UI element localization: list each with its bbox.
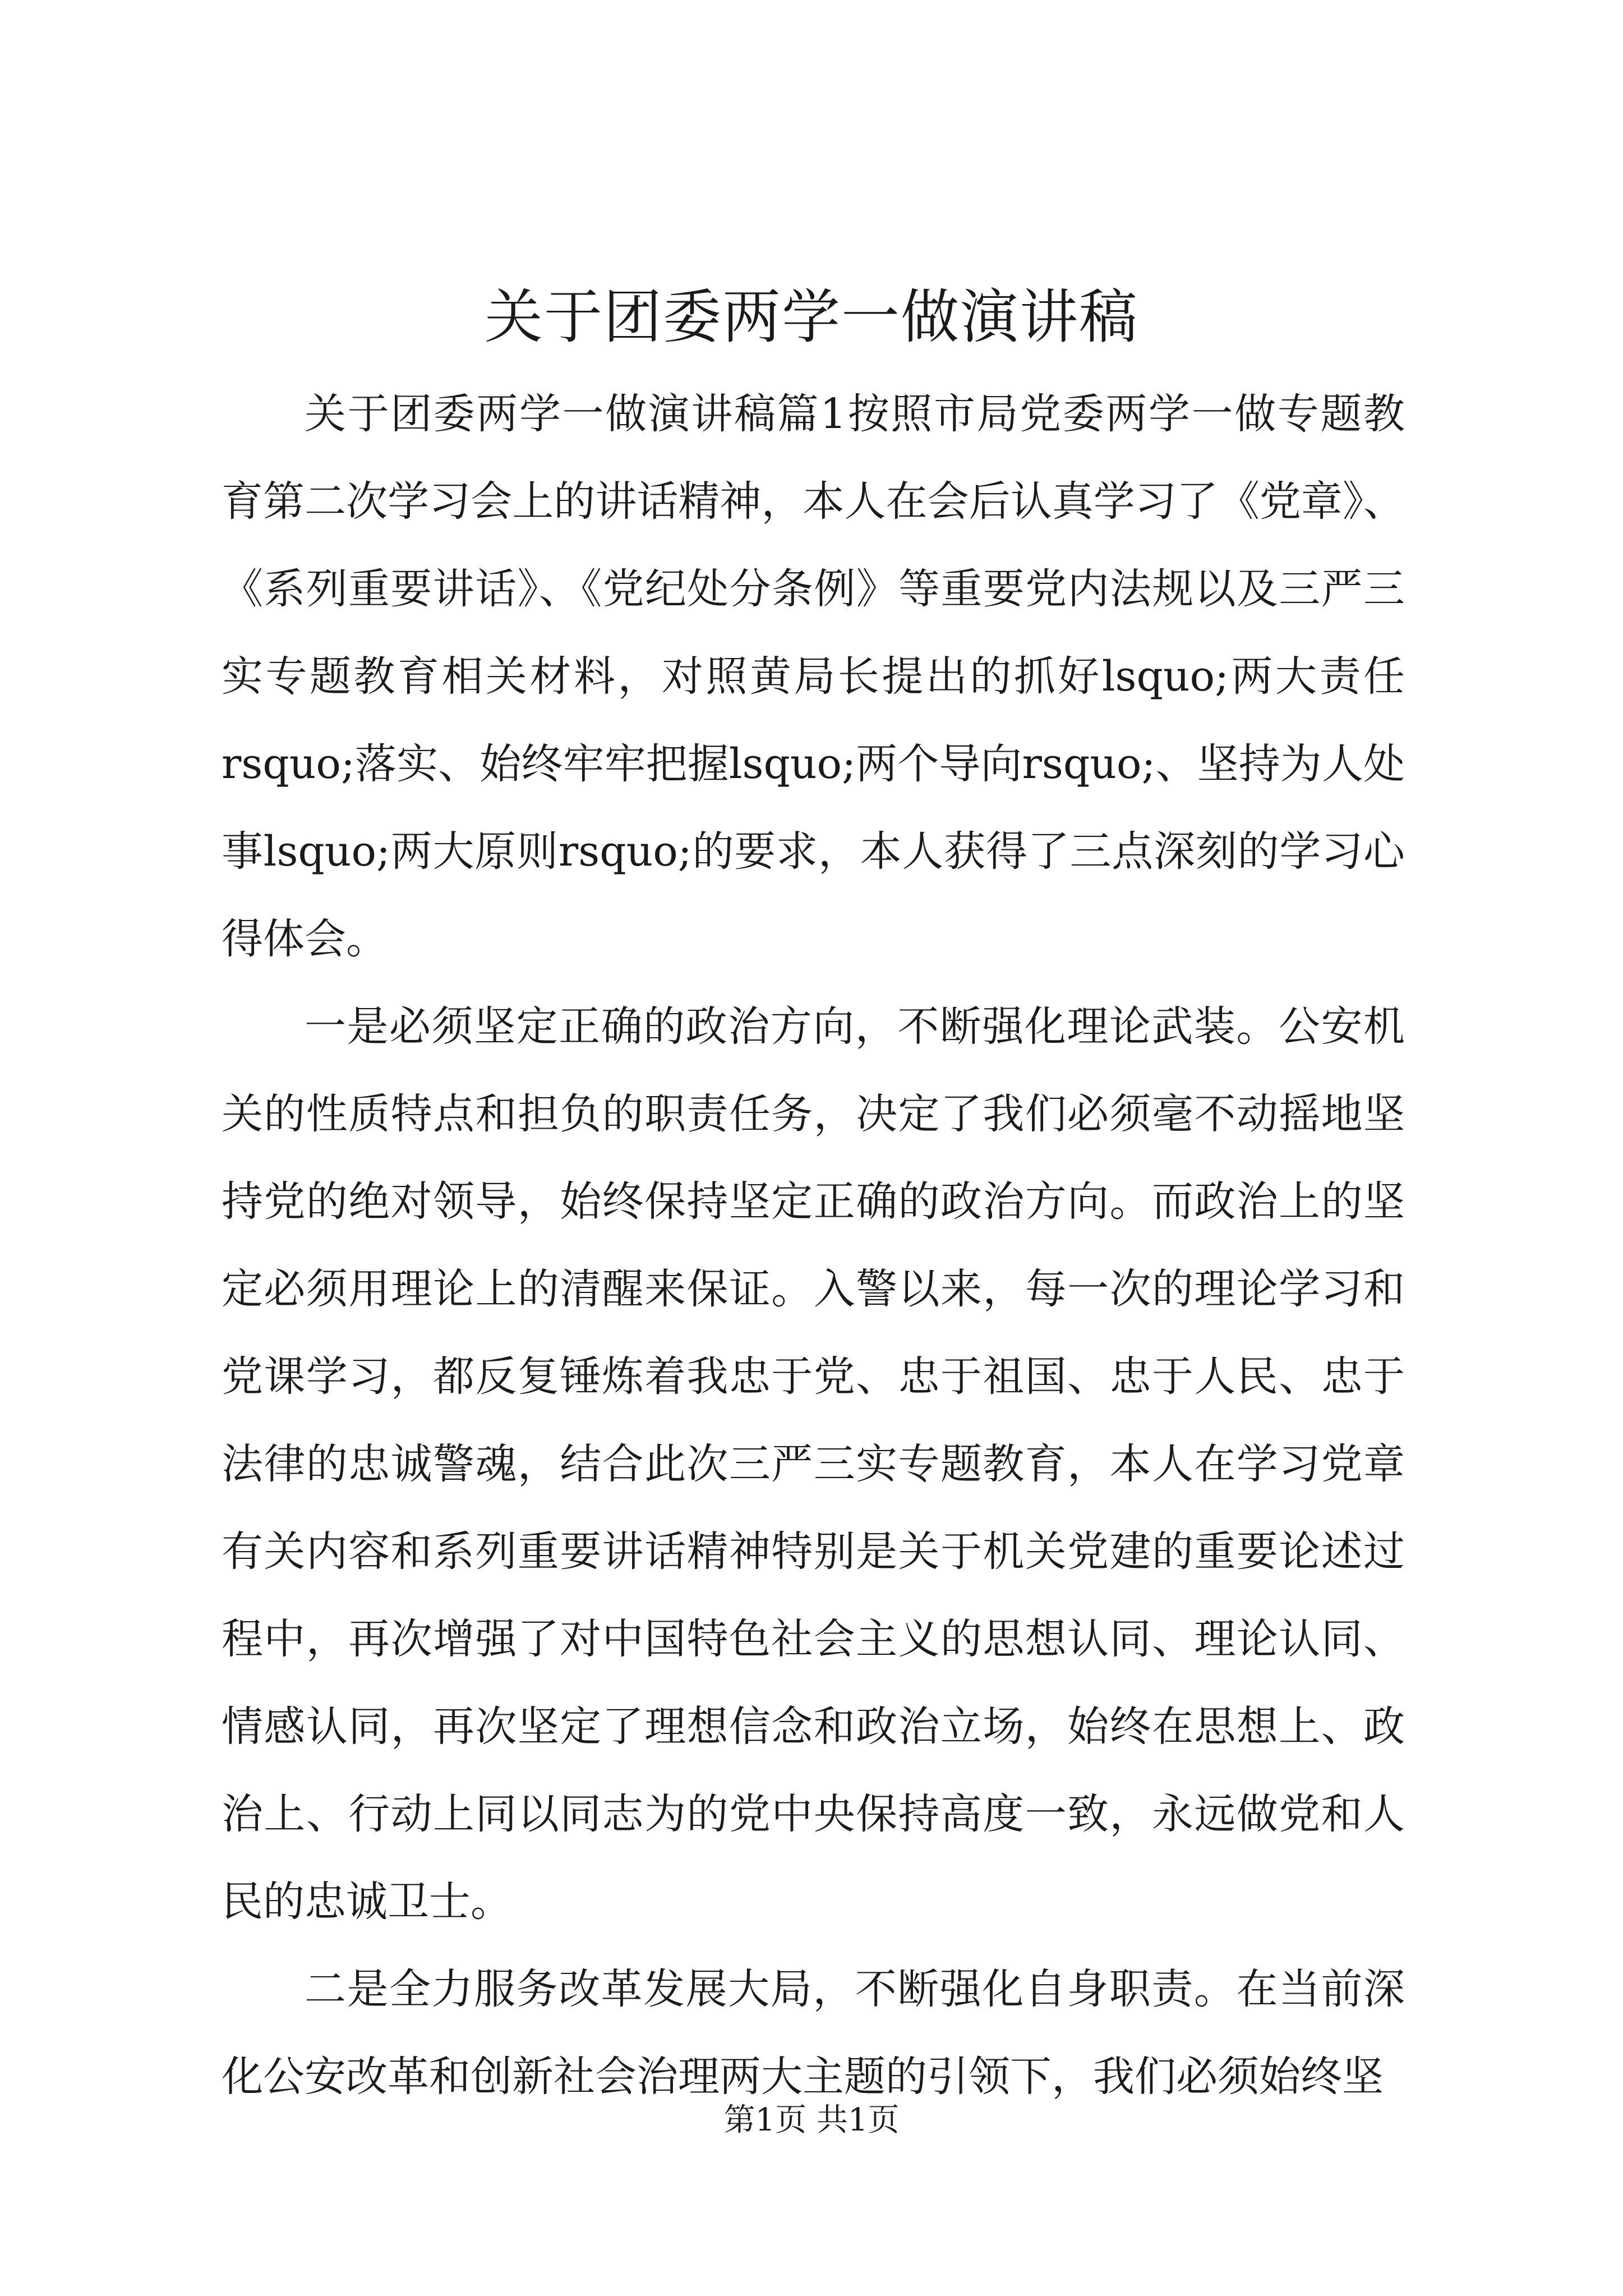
paragraph-2: 一是必须坚定正确的政治方向，不断强化理论武装。公安机关的性质特点和担负的职责任务，决定了我们必须毫不动摇地坚持党的绝对领导，始终保持坚定正确的政治方向。而政治上的坚定必须用理论上的清醒来保证。入警以来，每一次的理论学习和党课学习，都反复锤炼着我忠于党、忠于祖国、忠于人民、忠于法律的忠诚警魂，结合此次三严三实专题教育，本人在学习党章有关内容和系列重要讲话精神特别是关于机关党建的重要论述过程中，再次增强了对中国特色社会主义的思想认同、理论认同、情感认同，再次坚定了理想信念和政治立场，始终在思想上、政治上、行动上同以同志为的党中央保持高度一致，永远做党和人民的忠诚卫士。 [222,1002,1405,1926]
paragraph-1: 关于团委两学一做演讲稿篇1按照市局党委两学一做专题教育第二次学习会上的讲话精神，本人在会后认真学习了《党章》、《系列重要讲话》、《党纪处分条例》等重要党内法规以及三严三实专题教育相关材料，对照黄局长提出的抓好lsquo;两大责任rsquo;落实、始终牢牢把握lsquo;两个导向rsquo;、坚持为人处事lsquo;两大原则rsquo;的要求，本人获得了三点深刻的学习心得体会。 [222,390,1405,963]
document-body [222,370,1405,2120]
paragraph-3: 二是全力服务改革发展大局，不断强化自身职责。在当前深化公安改革和创新社会治理两大主题的引领下，我们必须始终坚 [222,1965,1405,2101]
page-number-footer: 第1页 共1页 [723,2102,900,2138]
document-title: 关于团委两学一做演讲稿 [484,283,1138,351]
